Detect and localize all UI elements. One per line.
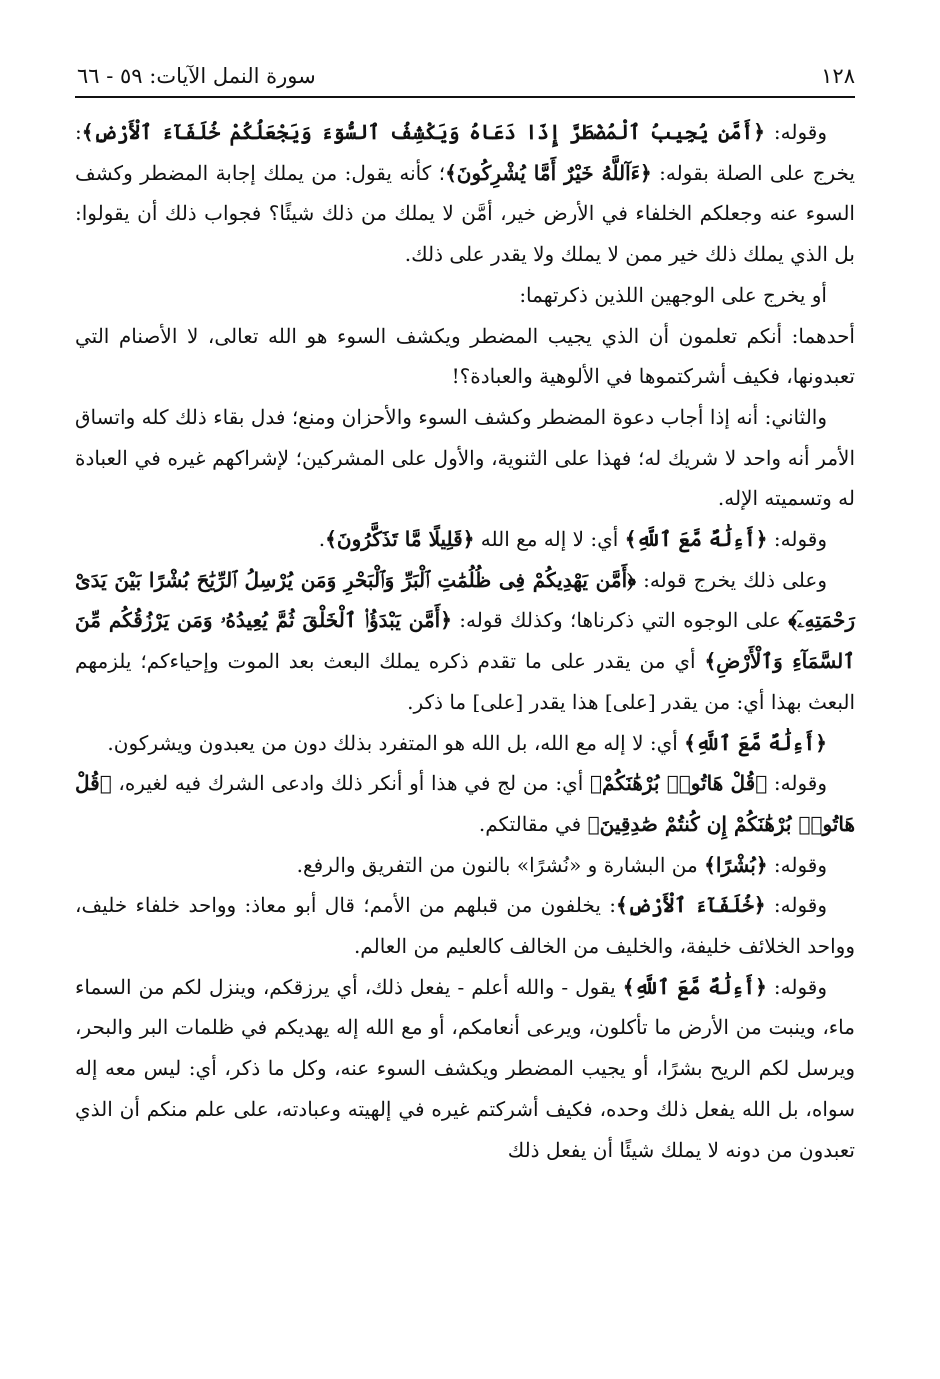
paragraph <box>75 723 855 764</box>
text-segment: على الوجوه التي ذكرناها؛ وكذلك قوله: <box>451 608 789 633</box>
surah-title: سورة النمل الآيات: ٥٩ - ٦٦ <box>77 64 316 88</box>
text-segment: أي: لا إله مع الله <box>474 527 625 552</box>
header-rule <box>75 96 855 98</box>
page-header <box>77 52 855 88</box>
quran-verse: ﴿ءَآللَّهُ خَيْرٌ أَمَّا يُشْرِكُونَ﴾ <box>445 160 652 185</box>
text-segment: أي من يقدر على ما تقدم ذكره يملك البعث بعد الموت وإحياءكم؛ يلزمهم البعث بهذا أي: من يقدر [على] هذا يقدر [على] ما ذكر. <box>75 649 855 714</box>
text-segment: وقوله: <box>766 974 827 999</box>
quran-verse: ﴿أَمَّن يَهْدِيكُمْ فِى ظُلُمَٰتِ ٱلْبَرِّ وَٱلْبَحْرِ وَمَن يُرْسِلُ ٱلرِّيَٰحَ بُشْرًا بَيْنَ يَدَىْ رَحْمَتِهِۦٓ﴾ <box>75 567 855 633</box>
quran-verse: ﴿خُلَفَآءَ ٱلْأَرْضِ﴾ <box>615 893 766 918</box>
quran-verse: ﴿أَمَّن يَبْدَؤُا۟ ٱلْخَلْقَ ثُمَّ يُعِيدُهُۥ وَمَن يَرْزُقُكُم مِّنَ ٱلسَّمَآءِ وَٱلْأَرْضِ﴾ <box>75 608 855 674</box>
quran-verse: ﴿أَمَّن يُجِيبُ ٱلْمُضْطَرَّ إِذَا دَعَاهُ وَيَكْشِفُ ٱلسُّوٓءَ وَيَجْعَلُكُمْ خُلَفَآءَ ٱلْأَرْضِ﴾ <box>81 120 765 144</box>
text-segment: وعلى ذلك يخرج قوله: <box>636 567 827 592</box>
text-segment: يقول - والله أعلم - يفعل ذلك، أي يرزقكم، وينزل لكم من السماء ماء، وينبت من الأرض ما تأكلون، ويرعى أنعامكم، أو مع الله إله يهديكم في ظلمات البر والبحر، ويرسل لكم الريح بشرًا، أو يجيب المضطر ويكشف السوء عنه، وكل ما ذكر، أي: ليس معه إله سواه، بل الله يفعل ذلك وحده، فكيف أشركتم غيره في إلهيته وعبادته، على علم منكم أن الذي تعبدون من دونه لا يملك شيئًا أن يفعل ذلك <box>75 974 855 1162</box>
text-segment: من البشارة و «نُشرًا» بالنون من التفريق والرفع. <box>296 852 705 877</box>
paragraph <box>75 519 855 560</box>
text-segment: أي: لا إله مع الله، بل الله هو المتفرد بذلك دون من يعبدون ويشركون. <box>107 730 685 755</box>
body-text <box>75 112 855 1170</box>
quran-verse: ﴿قُلْ هَاتُوا۟ بُرْهَٰنَكُمْ﴾ <box>589 771 768 796</box>
paragraph <box>75 316 855 397</box>
paragraph <box>75 275 855 316</box>
quran-verse: ﴿قَلِيلًا مَّا تَذَكَّرُونَ﴾ <box>325 527 475 552</box>
text-segment: وقوله: <box>767 852 827 877</box>
text-segment: ؛ كأنه يقول: من يملك إجابة المضطر وكشف السوء عنه وجعلكم الخلفاء في الأرض خير، أمَّن لا يملك من ذلك شيئًا؟ فجواب ذلك أن يقولوا: بل الذي يملك ذلك خير ممن لا يملك ولا يقدر على ذلك. <box>75 160 855 267</box>
text-segment: أي: من لج في هذا أو أنكر ذلك وادعى الشرك فيه لغيره، <box>111 771 590 796</box>
paragraph <box>75 397 855 519</box>
text-segment: وقوله: <box>764 120 827 144</box>
quran-verse: ﴿أَءِلَٰهٌ مَّعَ ٱللَّهِ﴾ <box>624 527 768 552</box>
text-segment: . <box>318 527 326 552</box>
paragraph <box>75 967 855 1171</box>
paragraph <box>75 763 855 844</box>
text-segment: والثاني: أنه إذا أجاب دعوة المضطر وكشف السوء والأحزان ومنع؛ فدل بقاء ذلك كله واتساق الأمر أنه واحد لا شريك له؛ فهذا على الثنوية، والأول على المشركين؛ لإشراكهم غيره في العبادة له وتسميته الإله. <box>75 404 855 511</box>
text-segment: : يخرج على الصلة بقوله: <box>75 120 855 185</box>
text-segment: وقوله: <box>767 527 827 552</box>
paragraph <box>75 560 855 723</box>
paragraph <box>75 112 855 275</box>
text-segment: وقوله: <box>767 771 828 796</box>
page-number: ١٢٨ <box>821 64 855 88</box>
quran-verse: ﴿أَءِلَٰهٌ مَّعَ ٱللَّهِ﴾ <box>684 730 827 755</box>
text-segment: : يخلفون من قبلهم من الأمم؛ قال أبو معاذ: وواحد خلفاء خليف، وواحد الخلائف خليفة، والخليف من الخالف كالعليم من العالم. <box>75 893 855 959</box>
quran-verse: ﴿أَءِلَٰهٌ مَّعَ ٱللَّهِ﴾ <box>622 974 767 999</box>
quran-verse: ﴿قُلْ هَاتُوا۟ بُرْهَٰنَكُمْ إِن كُنتُمْ صَٰدِقِينَ﴾ <box>75 771 855 836</box>
text-segment: وقوله: <box>765 893 827 918</box>
text-segment: أحدهما: أنكم تعلمون أن الذي يجيب المضطر ويكشف السوء هو الله تعالى، لا الأصنام التي تعبدونها، فكيف أشركتموها في الألوهية والعبادة؟! <box>75 323 855 389</box>
paragraph <box>75 885 855 966</box>
quran-verse: ﴿بُشْرًا﴾ <box>704 852 768 877</box>
paragraph <box>75 845 855 886</box>
text-segment: في مقالتكم. <box>478 811 588 836</box>
text-segment: أو يخرج على الوجهين اللذين ذكرتهما: <box>519 282 827 307</box>
